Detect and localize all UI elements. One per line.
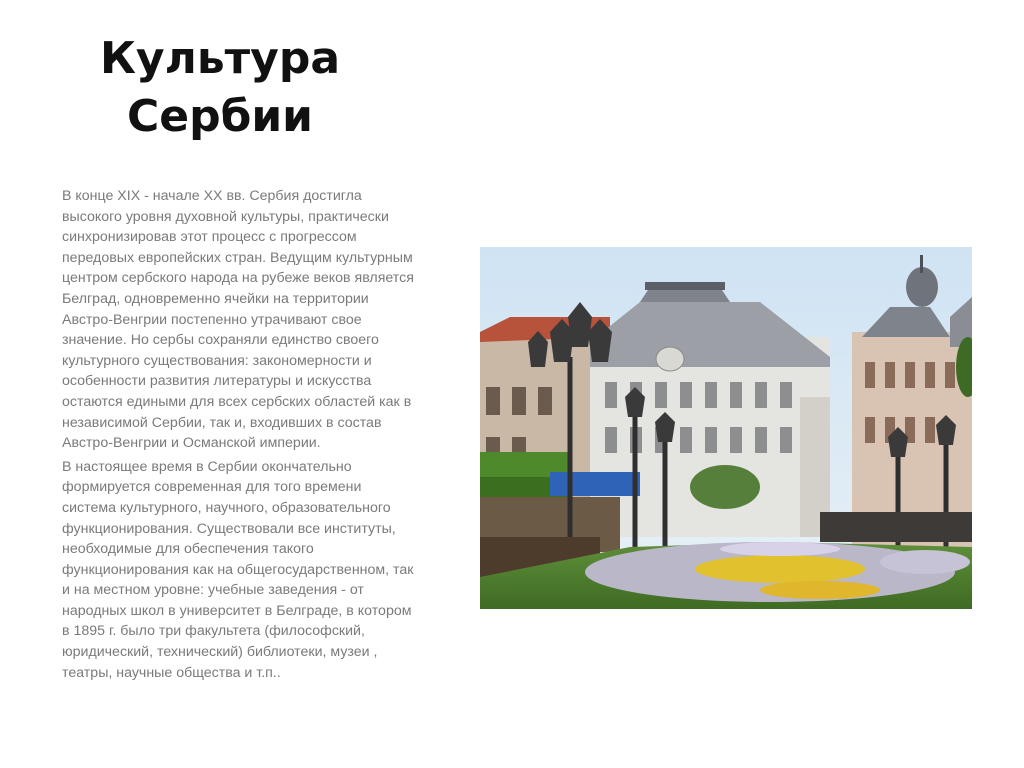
title-line-2: Сербии (126, 91, 313, 142)
paragraph-2: В настоящее время в Сербии окончательно формируется современная для того времени система культурного, научного, образовательного функционирования. Существовали все институты, необходимые для обеспечения такого функционирования как на общегосударственном, так и на местном уровне: учебные заведения - от народных школ в университет в Белграде, в котором в 1895 г. было три факультета (философский, юридический, технический) библиотеки, музеи , театры, научные общества и т.п.. (62, 458, 414, 681)
body-text (62, 186, 414, 686)
slide-title (60, 30, 380, 146)
paragraph-1: В конце XIX - начале XX вв. Сербия достигла высокого уровня духовной культуры, практически синхронизировав этот процесс с прогрессом передовых европейских стран. Ведущим культурным центром сербского народа на рубеже веков является Белград, одновременно ячейки на территории Австро-Венгрии постепенно утрачивают свое значение. Но сербы сохраняли единство своего культурного существования: закономерности и особенности развития литературы и искусства остаются едиными для всех сербских областей как в независимой Сербии, так и, входивших в состав Австро-Венгрии и Османской империи. (62, 188, 414, 452)
city-square-photo (480, 247, 972, 609)
title-line-1: Культура (99, 33, 341, 84)
